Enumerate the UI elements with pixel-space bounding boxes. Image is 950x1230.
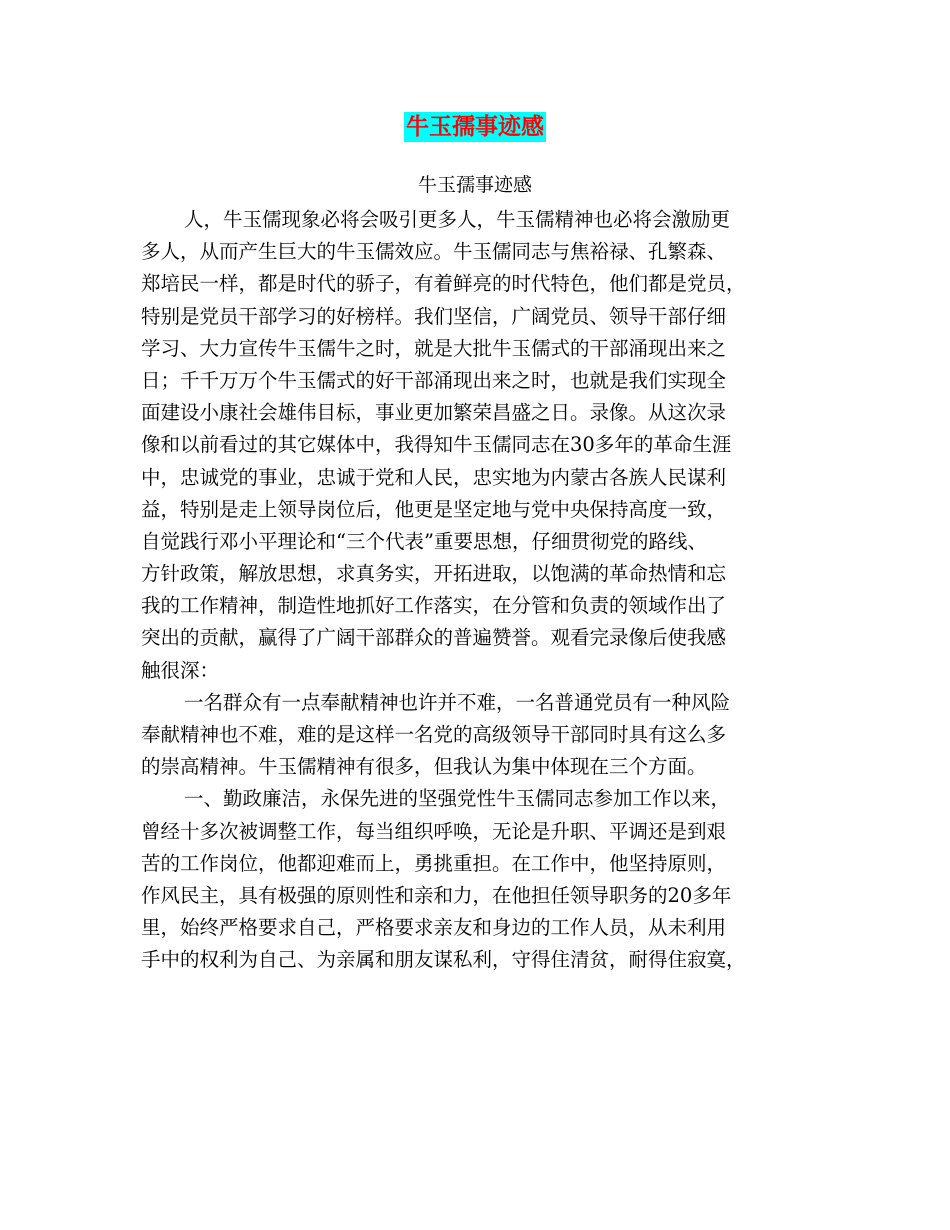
body-line: 奉献精神也不难，难的是这样一名党的高级领导干部同时具有这么多	[141, 723, 727, 746]
body-line: 郑培民一样，都是时代的骄子，有着鲜亮的时代特色，他们都是党员，	[141, 272, 746, 296]
body-line: 像和以前看过的其它媒体中，我得知牛玉儒同志在30多年的革命生涯	[141, 433, 732, 457]
body-line: 手中的权利为自己、为亲属和朋友谋私利，守得住清贫，耐得住寂寞，	[141, 948, 746, 972]
document-subtitle: 牛玉孺事迹感	[417, 174, 532, 196]
body-line: 作风民主，具有极强的原则性和亲和力，在他担任领导职务的20多年	[141, 883, 732, 907]
body-line: 方针政策，解放思想，求真务实，开拓进取，以饱满的革命热情和忘	[141, 562, 727, 586]
body-line: 自觉践行邓小平理论和“三个代表”重要思想，仔细贯彻党的路线、	[141, 529, 707, 553]
body-line: 一名群众有一点奉献精神也许并不难，一名普通党员有一种风险	[184, 690, 731, 714]
body-line: 的崇高精神。牛玉儒精神有很多，但我认为集中体现在三个方面。	[141, 755, 707, 779]
document-title	[0, 112, 950, 142]
body-line: 特别是党员干部学习的好榜样。我们坚信，广阔党员、领导干部仔细	[141, 304, 727, 328]
body-line: 里，始终严格要求自己，严格要求亲友和身边的工作人员，从未利用	[141, 916, 727, 940]
body-line: 多人，从而产生巨大的牛玉儒效应。牛玉儒同志与焦裕禄、孔繁森、	[141, 240, 727, 264]
body-line: 我的工作精神，制造性地抓好工作落实，在分管和负责的领域作出了	[141, 594, 727, 618]
body-line: 面建设小康社会雄伟目标，事业更加繁荣昌盛之日。录像。从这次录	[141, 401, 727, 425]
body-line: 学习、大力宣传牛玉儒牛之时，就是大批牛玉儒式的干部涌现出来之	[141, 336, 727, 360]
body-line: 益，特别是走上领导岗位后，他更是坚定地与党中央保持高度一致，	[141, 497, 727, 521]
body-line: 人，牛玉儒现象必将会吸引更多人，牛玉儒精神也必将会激励更	[184, 208, 731, 231]
highlighted-title-text: 牛玉孺事迹感	[406, 113, 544, 140]
body-line: 中，忠诚党的事业，忠诚于党和人民，忠实地为内蒙古各族人民谋利	[141, 465, 727, 489]
body-line: 苦的工作岗位，他都迎难而上，勇挑重担。在工作中，他坚持原则，	[141, 851, 727, 875]
body-line: 突出的贡献，赢得了广阔干部群众的普遍赞誉。观看完录像后使我感	[141, 626, 727, 650]
body-line: 一、勤政廉洁，永保先进的坚强党性牛玉儒同志参加工作以来，	[184, 787, 731, 811]
document-body	[141, 204, 807, 977]
body-line: 触很深：	[141, 658, 220, 682]
body-line: 曾经十多次被调整工作，每当组织呼唤，无论是升职、平调还是到艰	[141, 819, 727, 843]
body-line: 日；千千万万个牛玉儒式的好干部涌现出来之时，也就是我们实现全	[141, 368, 727, 392]
